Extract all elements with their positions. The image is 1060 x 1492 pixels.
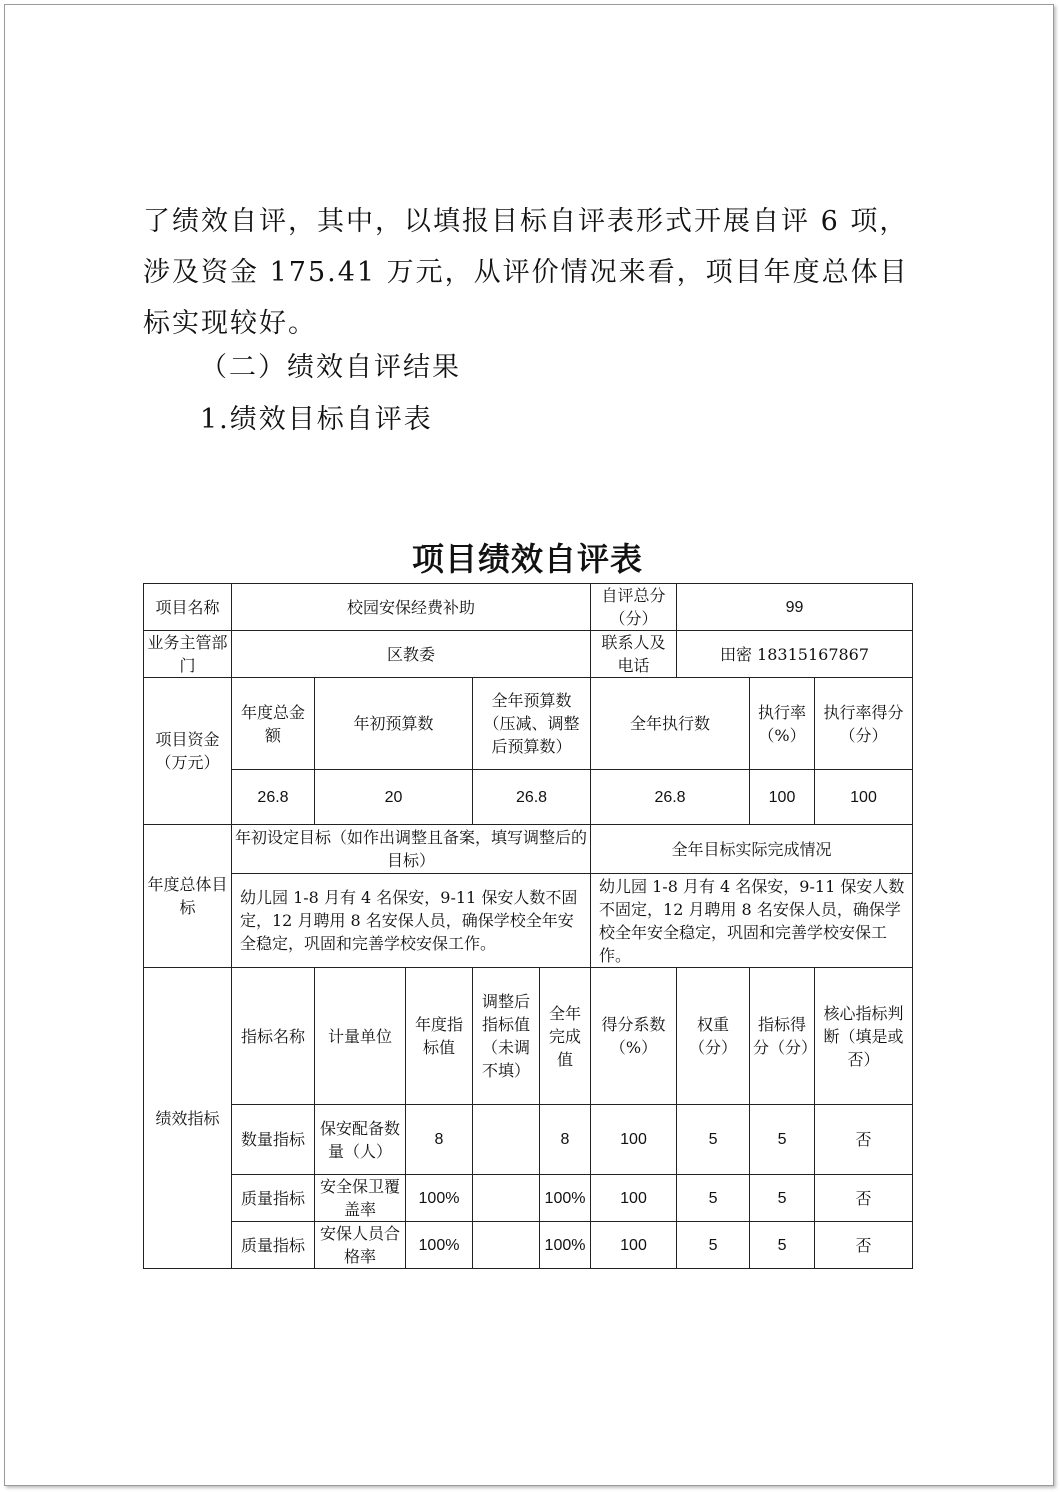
perf-cell: 5 <box>750 1175 815 1222</box>
perf-cell: 5 <box>750 1105 815 1175</box>
perf-cell <box>473 1222 540 1269</box>
score-label: 自评总分（分） <box>591 584 677 631</box>
table-row <box>144 1175 913 1222</box>
table-row <box>144 1105 913 1175</box>
perf-cell: 5 <box>677 1222 750 1269</box>
goal-actual-text: 幼儿园 1-8 月有 4 名保安，9-11 保安人数不固定，12 月聘用 8 名安保人员，确保学校全年安全稳定，巩固和完善学校安保工作。 <box>591 874 913 968</box>
perf-cell: 8 <box>540 1105 591 1175</box>
funds-header: 年初预算数 <box>315 678 473 770</box>
perf-cell: 5 <box>677 1105 750 1175</box>
dept-value: 区教委 <box>232 631 591 678</box>
table-row <box>144 1222 913 1269</box>
project-name-label: 项目名称 <box>144 584 232 631</box>
perf-header: 调整后指标值（未调不填） <box>473 968 540 1105</box>
contact-value: 田密 18315167867 <box>677 631 913 678</box>
project-name: 校园安保经费补助 <box>232 584 591 631</box>
perf-cell: 安全保卫覆盖率 <box>315 1175 406 1222</box>
perf-cell: 5 <box>750 1222 815 1269</box>
goal-set-text: 幼儿园 1-8 月有 4 名保安，9-11 保安人数不固定，12 月聘用 8 名安保人员，确保学校全年安全稳定，巩固和完善学校安保工作。 <box>232 874 591 968</box>
contact-label: 联系人及电话 <box>591 631 677 678</box>
perf-cell: 保安配备数量（人） <box>315 1105 406 1175</box>
perf-cell: 100 <box>591 1105 677 1175</box>
funds-label: 项目资金（万元） <box>144 678 232 825</box>
perf-cell: 100% <box>406 1222 473 1269</box>
funds-value: 26.8 <box>591 770 750 825</box>
funds-value: 26.8 <box>232 770 315 825</box>
perf-header: 权重（分） <box>677 968 750 1105</box>
subsection-heading: 1.绩效目标自评表 <box>200 404 433 435</box>
perf-header: 指标名称 <box>232 968 315 1105</box>
funds-value: 100 <box>750 770 815 825</box>
perf-cell: 5 <box>677 1175 750 1222</box>
funds-value: 20 <box>315 770 473 825</box>
table-title: 项目绩效自评表 <box>411 540 643 578</box>
perf-cell: 安保人员合格率 <box>315 1222 406 1269</box>
funds-header: 年度总金额 <box>232 678 315 770</box>
perf-header: 得分系数（%） <box>591 968 677 1105</box>
funds-header: 执行率（%） <box>750 678 815 770</box>
goal-actual-header: 全年目标实际完成情况 <box>591 825 913 874</box>
perf-cell: 100% <box>406 1175 473 1222</box>
body-paragraph: 了绩效自评，其中，以填报目标自评表形式开展自评 6 项，涉及资金 175.41 万元，从评价情况来看，项目年度总体目标实现较好。 <box>143 206 909 339</box>
funds-header: 全年执行数 <box>591 678 750 770</box>
perf-label: 绩效指标 <box>144 968 232 1269</box>
perf-header: 全年完成值 <box>540 968 591 1105</box>
perf-cell: 100 <box>591 1175 677 1222</box>
funds-value: 100 <box>815 770 913 825</box>
perf-cell: 100 <box>591 1222 677 1269</box>
evaluation-table <box>143 583 913 1269</box>
perf-cell: 100% <box>540 1222 591 1269</box>
perf-cell <box>473 1105 540 1175</box>
funds-value: 26.8 <box>473 770 591 825</box>
perf-cell: 8 <box>406 1105 473 1175</box>
perf-header: 指标得分（分） <box>750 968 815 1105</box>
perf-cell: 数量指标 <box>232 1105 315 1175</box>
perf-cell: 质量指标 <box>232 1222 315 1269</box>
section-heading: （二）绩效自评结果 <box>200 352 461 383</box>
perf-header: 计量单位 <box>315 968 406 1105</box>
perf-cell <box>473 1175 540 1222</box>
perf-cell: 否 <box>815 1175 913 1222</box>
perf-header: 核心指标判断（填是或否） <box>815 968 913 1105</box>
funds-header: 执行率得分（分） <box>815 678 913 770</box>
perf-cell: 质量指标 <box>232 1175 315 1222</box>
dept-label: 业务主管部门 <box>144 631 232 678</box>
perf-header: 年度指标值 <box>406 968 473 1105</box>
perf-cell: 100% <box>540 1175 591 1222</box>
goal-label: 年度总体目标 <box>144 825 232 968</box>
perf-cell: 否 <box>815 1222 913 1269</box>
goal-set-header: 年初设定目标（如作出调整且备案，填写调整后的目标） <box>232 825 591 874</box>
score-value: 99 <box>677 584 913 631</box>
funds-header: 全年预算数（压减、调整后预算数） <box>473 678 591 770</box>
perf-cell: 否 <box>815 1105 913 1175</box>
